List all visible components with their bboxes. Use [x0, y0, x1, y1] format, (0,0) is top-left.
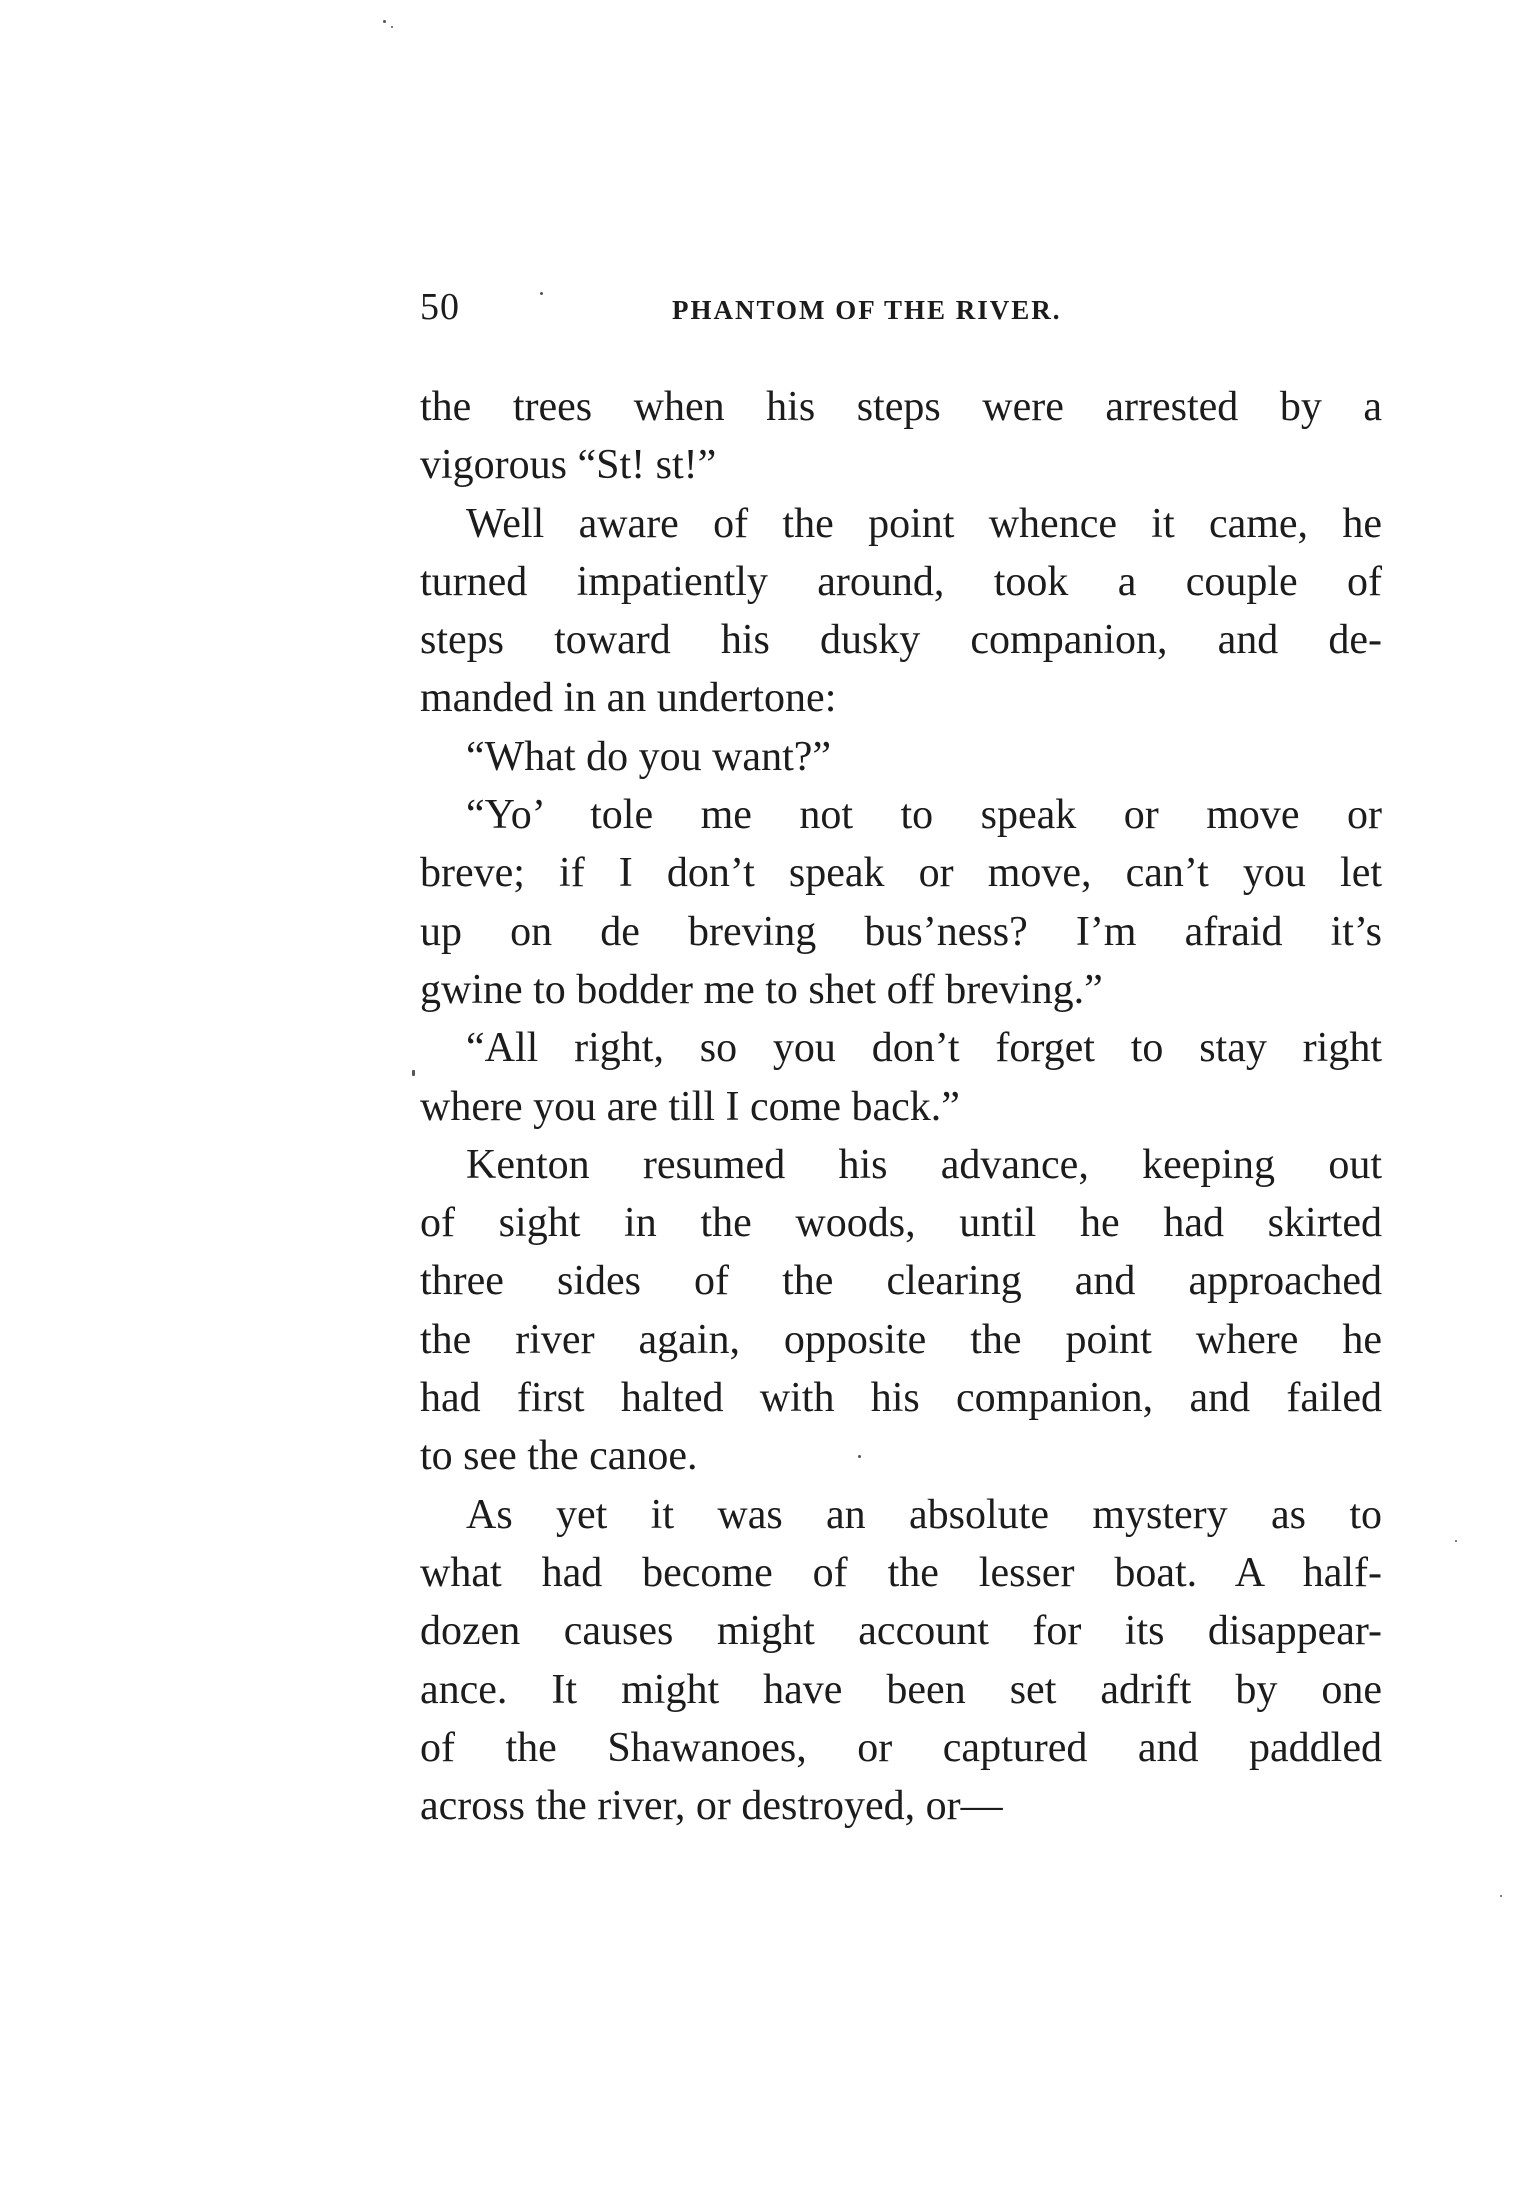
running-title: PHANTOM OF THE RIVER. [672, 295, 1062, 325]
text-line: “All right, so you don’t forget to stay right [466, 1025, 1382, 1072]
page-number: 50 [420, 286, 460, 328]
text-line: of sight in the woods, until he had skirted [420, 1200, 1382, 1247]
text-line: Well aware of the point whence it came, he [466, 500, 1382, 547]
text-line: gwine to bodder me to shet off breving.” [420, 966, 1103, 1013]
text-line: turned impatiently around, took a couple of [420, 558, 1382, 605]
text-line: had first halted with his companion, and failed [420, 1375, 1382, 1422]
text-line: to see the canoe. [420, 1433, 698, 1480]
text-line: Kenton resumed his advance, keeping out [466, 1141, 1382, 1188]
text-line: “What do you want?” [466, 733, 832, 780]
text-line: As yet it was an absolute mystery as to [466, 1491, 1382, 1538]
text-line: what had become of the lesser boat. A half- [420, 1549, 1382, 1596]
text-line: up on de breving bus’ness? I’m afraid it’s [420, 908, 1382, 955]
text-line: vigorous “St! st!” [420, 442, 717, 489]
text-line: breve; if I don’t speak or move, can’t you let [420, 850, 1382, 897]
text-line: across the river, or destroyed, or— [420, 1783, 1003, 1830]
text-line: “Yo’ tole me not to speak or move or [466, 792, 1382, 839]
body-text [420, 378, 1382, 1835]
text-line: where you are till I come back.” [420, 1083, 960, 1130]
text-line: steps toward his dusky companion, and de- [420, 617, 1382, 664]
text-line: three sides of the clearing and approached [420, 1258, 1382, 1305]
page-header [420, 285, 1380, 345]
text-line: dozen causes might account for its disappear- [420, 1608, 1382, 1655]
text-line: manded in an undertone: [420, 675, 837, 722]
text-line: the river again, opposite the point where he [420, 1316, 1382, 1363]
text-line: the trees when his steps were arrested by a [420, 384, 1382, 430]
text-line: of the Shawanoes, or captured and paddled [420, 1724, 1382, 1771]
text-line: ance. It might have been set adrift by one [420, 1666, 1382, 1713]
